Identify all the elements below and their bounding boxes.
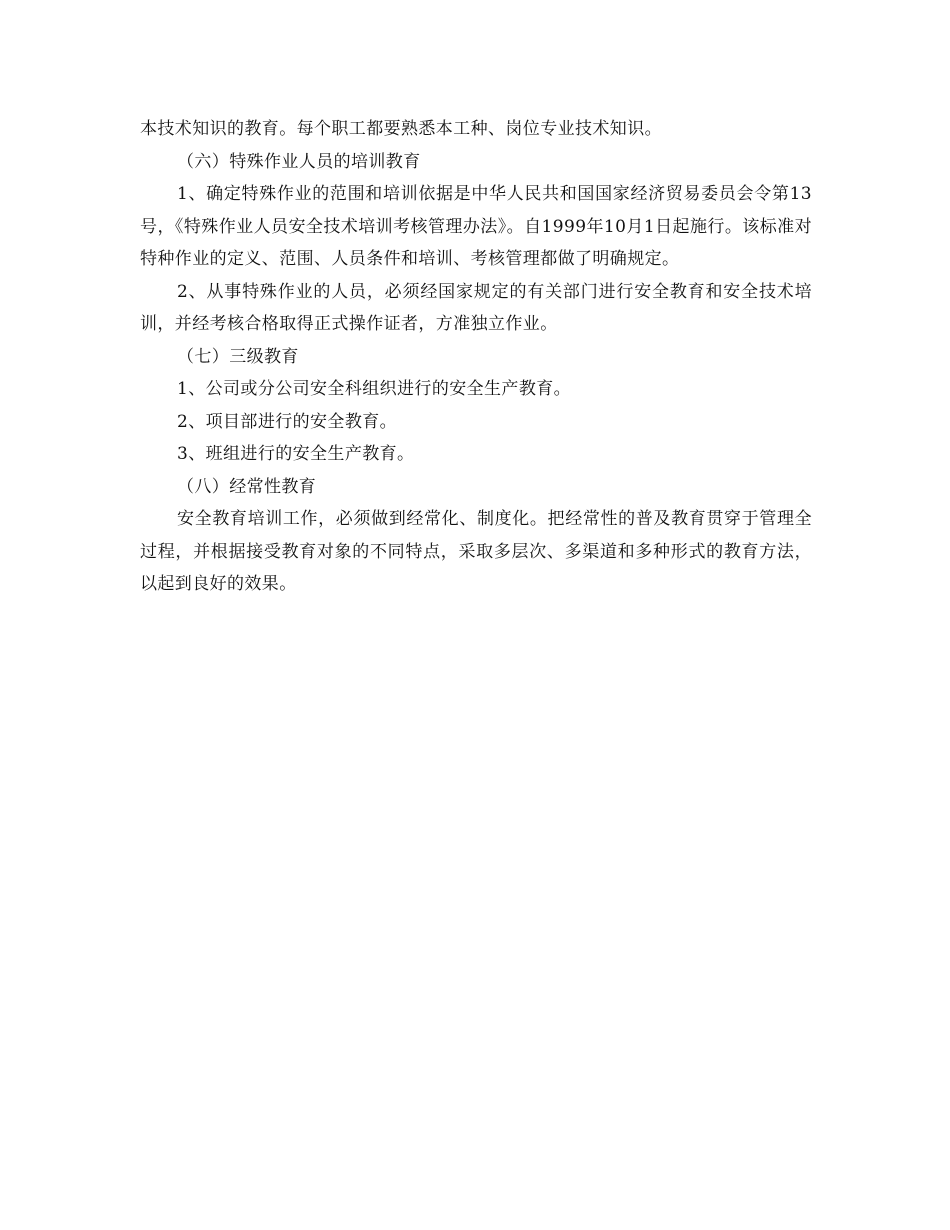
section-heading-7: （七）三级教育 [177, 346, 299, 367]
section-heading-8: （八）经常性教育 [177, 476, 317, 497]
paragraph-special-work-scope: 1、确定特殊作业的范围和培训依据是中华人民共和国国家经济贸易委员会令第13号，《特殊作业人员安全技术培训考核管理办法》。自1999年10月1日起施行。该标准对特种作业的定义、范围、人员条件和培训、考核管理都做了明确规定。 [140, 184, 812, 269]
list-item-project-education: 2、项目部进行的安全教育。 [177, 411, 398, 432]
document-body [140, 113, 812, 601]
paragraph-regular-education: 安全教育培训工作，必须做到经常化、制度化。把经常性的普及教育贯穿于管理全过程，并根据接受教育对象的不同特点，采取多层次、多渠道和多种形式的教育方法，以起到良好的效果。 [140, 509, 812, 594]
list-item-team-education: 3、班组进行的安全生产教育。 [177, 444, 415, 464]
list-item-company-education: 1、公司或分公司安全科组织进行的安全生产教育。 [177, 379, 572, 399]
paragraph-special-work-training: 2、从事特殊作业的人员，必须经国家规定的有关部门进行安全教育和安全技术培训，并经考核合格取得正式操作证者，方准独立作业。 [140, 281, 812, 334]
paragraph-continuation: 本技术知识的教育。每个职工都要熟悉本工种、岗位专业技术知识。 [140, 119, 662, 139]
section-heading-6: （六）特殊作业人员的培训教育 [177, 151, 421, 172]
